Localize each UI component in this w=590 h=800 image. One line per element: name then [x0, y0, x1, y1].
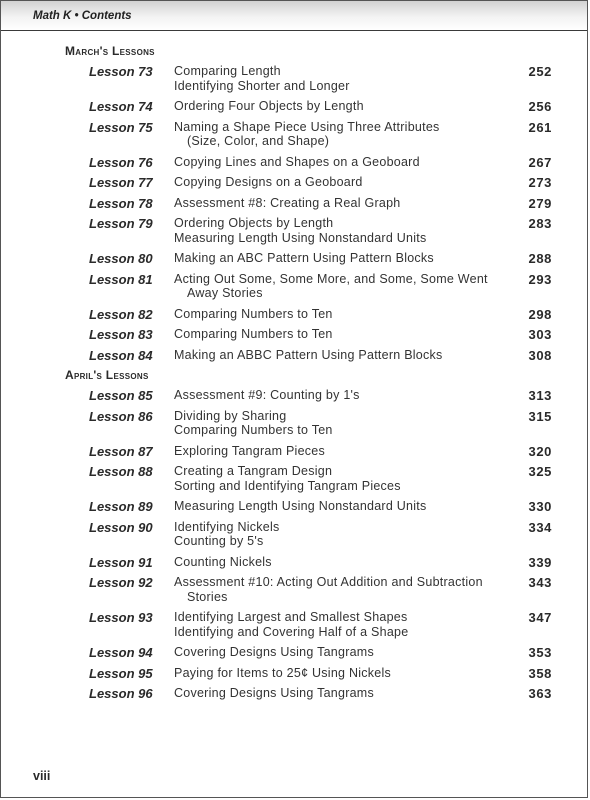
lesson-title: (Size, Color, and Shape) [187, 134, 330, 148]
lesson-title: Making an ABC Pattern Using Pattern Blocks [174, 251, 434, 265]
toc-entry [1, 307, 587, 322]
lesson-titles [174, 175, 519, 190]
lesson-title: Comparing Numbers to Ten [174, 327, 333, 341]
page-ref: 261 [528, 119, 552, 135]
lesson-titles [174, 155, 519, 170]
page-ref: 273 [528, 175, 552, 190]
toc-entry [1, 155, 587, 170]
lesson-title: Measuring Length Using Nonstandard Units [174, 499, 427, 513]
lesson-title: Counting by 5's [174, 534, 264, 548]
lesson-label: Lesson 91 [89, 554, 153, 570]
lesson-label: Lesson 74 [89, 99, 153, 114]
lesson-title: Identifying Shorter and Longer [174, 78, 350, 93]
lesson-titles [174, 196, 519, 211]
lesson-titles [174, 520, 519, 549]
lesson-title: Copying Designs on a Geoboard [174, 175, 363, 189]
lesson-label: Lesson 90 [89, 519, 153, 535]
toc-entry [1, 686, 587, 701]
lesson-label: Lesson 88 [89, 464, 153, 479]
toc-entry [1, 120, 587, 149]
page-ref: 363 [528, 686, 552, 701]
page-ref: 267 [528, 154, 552, 170]
running-title: Math K • Contents [33, 10, 132, 22]
lesson-title: Identifying Largest and Smallest Shapes [174, 610, 408, 624]
page-ref: 308 [528, 347, 552, 363]
page-ref: 343 [528, 575, 552, 590]
lesson-titles [174, 64, 519, 93]
lesson-title: Making an ABBC Pattern Using Pattern Blocks [174, 347, 443, 362]
lesson-label: Lesson 80 [89, 251, 153, 266]
lesson-title: Naming a Shape Piece Using Three Attributes [174, 119, 440, 134]
page-ref: 298 [528, 306, 552, 322]
lesson-title: Creating a Tangram Design [174, 464, 333, 478]
running-header [1, 1, 587, 31]
lesson-titles [174, 99, 519, 114]
lesson-label: Lesson 78 [89, 195, 153, 211]
page-ref: 279 [528, 195, 552, 211]
lesson-title: Sorting and Identifying Tangram Pieces [174, 478, 401, 493]
lesson-label: Lesson 75 [89, 119, 153, 135]
toc-entry [1, 64, 587, 93]
toc-entry [1, 499, 587, 514]
lesson-title: Comparing Numbers to Ten [174, 423, 333, 437]
lesson-label: Lesson 95 [89, 665, 153, 681]
page-ref: 313 [528, 388, 552, 403]
lesson-title: Acting Out Some, Some More, and Some, Some Went [174, 271, 488, 286]
lesson-titles [174, 555, 519, 570]
lesson-titles [174, 666, 519, 681]
lesson-title: Comparing Length [174, 64, 281, 78]
lesson-label: Lesson 84 [89, 347, 153, 363]
toc-entry [1, 216, 587, 245]
lesson-titles [174, 388, 519, 403]
toc-entry [1, 409, 587, 438]
table-of-contents [1, 44, 587, 707]
lesson-titles [174, 444, 519, 459]
lesson-label: Lesson 82 [89, 306, 153, 322]
lesson-title: Stories [187, 589, 228, 604]
page-ref: 303 [528, 327, 552, 342]
toc-entry [1, 388, 587, 403]
lesson-title: Identifying Nickels [174, 519, 280, 534]
lesson-label: Lesson 81 [89, 271, 153, 287]
lesson-label: Lesson 89 [89, 499, 153, 514]
page-ref: 288 [528, 251, 552, 266]
lesson-titles [174, 348, 519, 363]
lesson-label: Lesson 79 [89, 216, 153, 231]
lesson-titles [174, 251, 519, 266]
page-ref: 353 [528, 645, 552, 660]
lesson-titles [174, 409, 519, 438]
lesson-label: Lesson 92 [89, 575, 153, 590]
toc-entry [1, 175, 587, 190]
page-ref: 320 [528, 443, 552, 459]
toc-entry [1, 444, 587, 459]
lesson-label: Lesson 93 [89, 610, 153, 625]
lesson-label: Lesson 73 [89, 64, 153, 79]
section-title: April's Lessons [65, 368, 149, 382]
lesson-titles [174, 327, 519, 342]
lesson-titles [174, 272, 519, 301]
lesson-titles [174, 464, 519, 493]
lesson-title: Exploring Tangram Pieces [174, 443, 325, 458]
toc-entry [1, 327, 587, 342]
toc-entry [1, 645, 587, 660]
toc-entry [1, 555, 587, 570]
page-ref: 347 [528, 610, 552, 625]
lesson-label: Lesson 94 [89, 645, 153, 660]
lesson-title: Ordering Four Objects by Length [174, 99, 364, 113]
lesson-title: Dividing by Sharing [174, 408, 287, 423]
page-ref: 334 [528, 519, 552, 535]
lesson-label: Lesson 86 [89, 408, 153, 424]
page-ref: 358 [528, 665, 552, 681]
lesson-label: Lesson 87 [89, 443, 153, 459]
toc-entry [1, 610, 587, 639]
page-ref: 315 [528, 408, 552, 424]
toc-entry [1, 520, 587, 549]
lesson-titles [174, 120, 519, 149]
lesson-title: Away Stories [187, 286, 263, 300]
lesson-titles [174, 307, 519, 322]
toc-entry [1, 272, 587, 301]
page-ref: 325 [528, 464, 552, 479]
lesson-label: Lesson 76 [89, 154, 153, 170]
lesson-titles [174, 610, 519, 639]
lesson-title: Assessment #8: Creating a Real Graph [174, 195, 401, 210]
lesson-titles [174, 499, 519, 514]
page-ref: 252 [528, 64, 552, 79]
lesson-title: Assessment #10: Acting Out Addition and Subtraction [174, 575, 483, 589]
toc-entry [1, 196, 587, 211]
page-ref: 339 [528, 554, 552, 570]
page-ref: 283 [528, 216, 552, 231]
lesson-title: Copying Lines and Shapes on a Geoboard [174, 154, 420, 169]
toc-entry [1, 251, 587, 266]
lesson-title: Measuring Length Using Nonstandard Units [174, 230, 427, 245]
lesson-label: Lesson 83 [89, 327, 153, 342]
page-ref: 256 [528, 99, 552, 114]
toc-entry [1, 464, 587, 493]
lesson-title: Covering Designs Using Tangrams [174, 686, 374, 700]
lesson-title: Ordering Objects by Length [174, 216, 334, 230]
lesson-titles [174, 216, 519, 245]
lesson-title: Counting Nickels [174, 554, 272, 569]
lesson-titles [174, 645, 519, 660]
page-ref: 330 [528, 499, 552, 514]
page-number: viii [33, 769, 51, 783]
toc-entry [1, 99, 587, 114]
lesson-title: Assessment #9: Counting by 1's [174, 388, 360, 402]
lesson-label: Lesson 77 [89, 175, 153, 190]
toc-entry [1, 575, 587, 604]
lesson-title: Covering Designs Using Tangrams [174, 645, 374, 659]
page-ref: 293 [528, 271, 552, 287]
lesson-titles [174, 575, 519, 604]
lesson-label: Lesson 85 [89, 388, 153, 403]
lesson-title: Paying for Items to 25¢ Using Nickels [174, 665, 391, 680]
lesson-title: Comparing Numbers to Ten [174, 306, 333, 321]
lesson-titles [174, 686, 519, 701]
lesson-title: Identifying and Covering Half of a Shape [174, 624, 409, 639]
toc-entry [1, 666, 587, 681]
lesson-label: Lesson 96 [89, 686, 153, 701]
toc-entry [1, 348, 587, 363]
section-title: March's Lessons [65, 44, 155, 58]
